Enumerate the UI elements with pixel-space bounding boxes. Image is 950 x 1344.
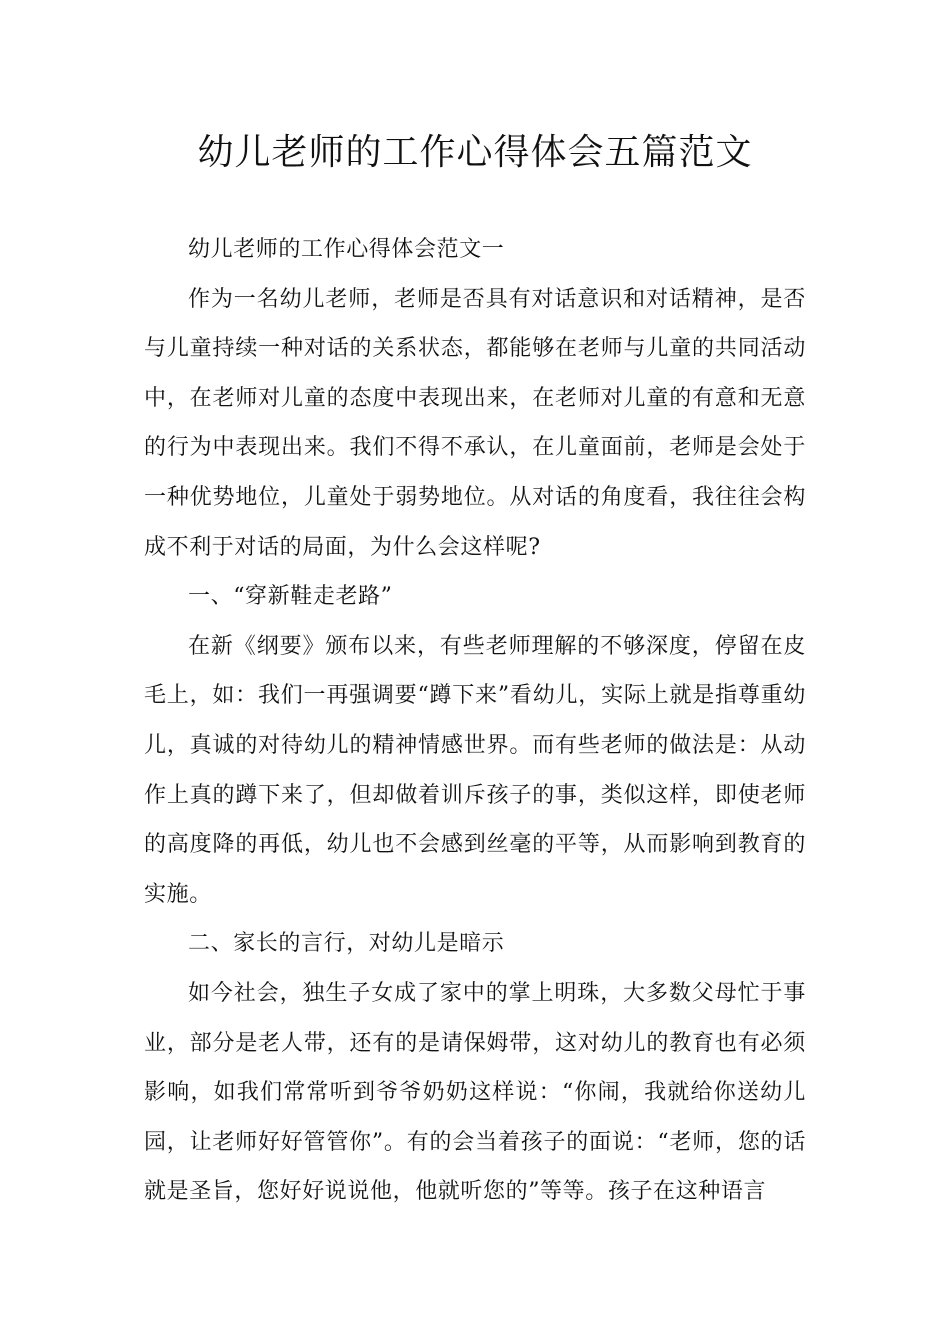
document-body <box>144 225 806 1217</box>
section-heading-essay-one: 幼儿老师的工作心得体会范文一 <box>188 237 505 262</box>
section-heading-two: 二、家长的言行，对幼儿是暗示 <box>188 931 505 957</box>
paragraph-intro: 作为一名幼儿老师，老师是否具有对话意识和对话精神，是否与儿童持续一种对话的关系状态，都能够在老师与儿童的共同活动中，在老师对儿童的态度中表现出来，在老师对儿童的有意和无意的行为中表现出来。我们不得不承认，在儿童面前，老师是会处于一种优势地位，儿童处于弱势地位。从对话的角度看，我往往会构成不利于对话的局面，为什么会这样呢? <box>144 286 806 560</box>
section-heading-one: 一、“穿新鞋走老路” <box>188 584 393 610</box>
paragraph-section-two: 如今社会，独生子女成了家中的掌上明珠，大多数父母忙于事业，部分是老人带，还有的是请保姆带，这对幼儿的教育也有必须影响，如我们常常听到爷爷奶奶这样说：“你闹，我就给你送幼儿园，让老师好好管管你”。有的会当着孩子的面说：“老师，您的话就是圣旨，您好好说说他，他就听您的”等等。孩子在这种语言 <box>144 980 806 1205</box>
document-title: 幼儿老师的工作心得体会五篇范文 <box>197 132 753 173</box>
paragraph-section-one: 在新《纲要》颁布以来，有些老师理解的不够深度，停留在皮毛上，如：我们一再强调要“蹲下来”看幼儿，实际上就是指尊重幼儿，真诚的对待幼儿的精神情感世界。而有些老师的做法是：从动作上真的蹲下来了，但却做着训斥孩子的事，类似这样，即使老师的高度降的再低，幼儿也不会感到丝毫的平等，从而影响到教育的实施。 <box>144 633 806 907</box>
